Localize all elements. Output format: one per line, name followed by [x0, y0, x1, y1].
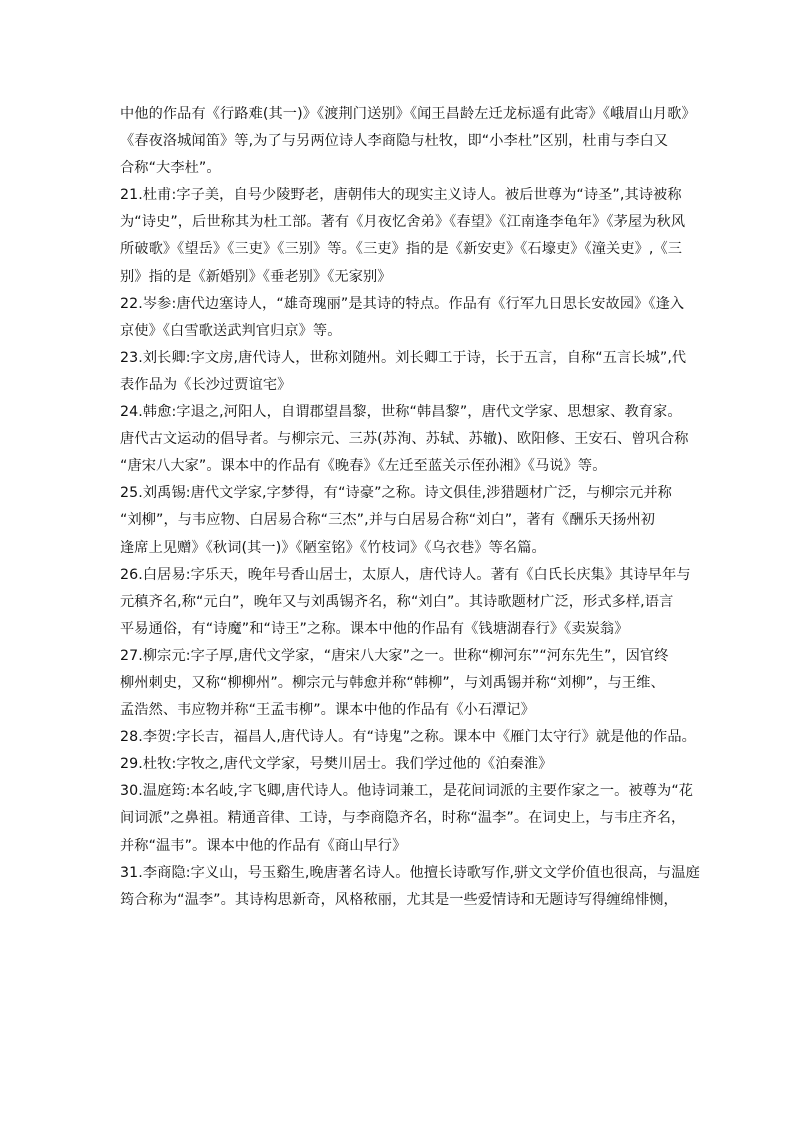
text-line: 京使》《白雪歌送武判官归京》等。 — [120, 322, 342, 339]
text-line: 22.岑参:唐代边塞诗人，“雄奇瑰丽”是其诗的特点。作品有《行军九日思长安故园》《逢入 — [120, 295, 685, 312]
text-line: 并称“温韦”。课本中他的作品有《商山早行》 — [120, 837, 407, 854]
text-line: 29.杜牧:字牧之,唐代文学家，号樊川居士。我们学过他的《泊秦淮》 — [120, 756, 553, 773]
text-line: 21.杜甫:字子美，自号少陵野老，唐朝伟大的现实主义诗人。被后世尊为“诗圣”,其诗被称 — [120, 187, 682, 204]
text-line: 筠合称为“温李”。其诗构思新奇，风格秾丽，尤其是一些爱情诗和无题诗写得缠绵悱恻， — [120, 891, 678, 908]
text-line: 间词派”之鼻祖。精通音律、工诗，与李商隐齐名，时称“温李”。在词史上，与韦庄齐名， — [120, 810, 686, 827]
text-line: 24.韩愈:字退之,河阳人，自谓郡望昌黎，世称“韩昌黎”，唐代文学家、思想家、教育家。 — [120, 404, 682, 421]
text-line: “刘柳”，与韦应物、白居易合称“三杰”,并与白居易合称“刘白”，著有《酬乐天扬州初 — [120, 512, 656, 529]
text-line: 元稹齐名,称“元白”，晚年又与刘禹锡齐名，称“刘白”。其诗歌题材广泛，形式多样,语言 — [120, 593, 674, 610]
paragraph-item-21 — [120, 182, 686, 290]
paragraph-item-28 — [120, 724, 696, 751]
paragraph-item-30 — [120, 778, 694, 859]
text-line: 27.柳宗元:字子厚,唐代文学家，“唐宋八大家”之一。世称“柳河东”“河东先生”，因官终 — [120, 647, 669, 664]
text-line: 唐代古文运动的倡导者。与柳宗元、三苏(苏洵、苏轼、苏辙)、欧阳修、王安石、曾巩合称 — [120, 431, 689, 448]
text-line: 25.刘禹锡:唐代文学家,字梦得，有“诗豪”之称。诗文俱佳,涉猎题材广泛，与柳宗元并称 — [120, 485, 672, 502]
paragraph-item-29 — [120, 751, 680, 778]
text-line: 23.刘长卿:字文房,唐代诗人，世称刘随州。刘长卿工于诗，长于五言，自称“五言长城”,代 — [120, 349, 687, 366]
text-line: 孟浩然、韦应物并称“王孟韦柳”。课本中他的作品有《小石潭记》 — [120, 702, 535, 719]
paragraph-continuation — [120, 101, 696, 182]
text-line: 平易通俗，有“诗魔”和“诗王”之称。课本中他的作品有《钱塘湖春行》《卖炭翁》 — [120, 620, 629, 637]
text-line: 《春夜洛城闻笛》等,为了与另两位诗人李商隐与杜牧，即“小李杜”区别，杜甫与李白又 — [120, 133, 669, 150]
text-line: 逢席上见赠》《秋词(其一)》《陋室铭》《竹枝词》《乌衣巷》等名篇。 — [120, 539, 546, 556]
text-line: 中他的作品有《行路难(其一)》《渡荆门送别》《闻王昌龄左迁龙标遥有此寄》《峨眉山月歌》 — [120, 106, 696, 122]
document-body — [120, 101, 700, 914]
text-line: 为“诗史”，后世称其为杜工部。著有《月夜忆舍弟》《春望》《江南逢李龟年》《茅屋为秋风 — [120, 214, 686, 231]
text-line: 所破歌》《望岳》《三吏》《三别》等。《三吏》指的是《新安吏》《石壕吏》《潼关吏》,《三 — [120, 241, 683, 258]
text-line: 柳州刺史，又称“柳柳州”。柳宗元与韩愈并称“韩柳”，与刘禹锡并称“刘柳”，与王维、 — [120, 674, 665, 691]
paragraph-item-26 — [120, 562, 691, 643]
text-line: 表作品为《长沙过贾谊宅》 — [120, 376, 292, 393]
paragraph-item-24 — [120, 399, 689, 480]
text-line: 31.李商隐:字义山，号玉谿生,晚唐著名诗人。他擅长诗歌写作,骈文文学价值也很高，与温庭 — [120, 864, 700, 881]
text-line: “唐宋八大家”。课本中的作品有《晚春》《左迁至蓝关示侄孙湘》《马说》等。 — [120, 458, 607, 475]
paragraph-item-22 — [120, 291, 685, 345]
text-line: 26.白居易:字乐天，晚年号香山居士，太原人，唐代诗人。著有《白氏长庆集》其诗早年与 — [120, 566, 691, 583]
paragraph-item-23 — [120, 345, 687, 399]
text-line: 28.李贺:字长吉，福昌人,唐代诗人。有“诗鬼”之称。课本中《雁门太守行》就是他的作品。 — [120, 729, 696, 746]
paragraph-item-31 — [120, 860, 700, 914]
text-line: 合称“大李杜”。 — [120, 160, 221, 177]
text-line: 别》指的是《新婚别》《垂老别》《无家别》 — [120, 268, 392, 285]
paragraph-item-25 — [120, 480, 680, 561]
paragraph-item-27 — [120, 643, 680, 724]
text-line: 30.温庭筠:本名岐,字飞卿,唐代诗人。他诗词兼工，是花间词派的主要作家之一。被尊为“花 — [120, 783, 694, 800]
